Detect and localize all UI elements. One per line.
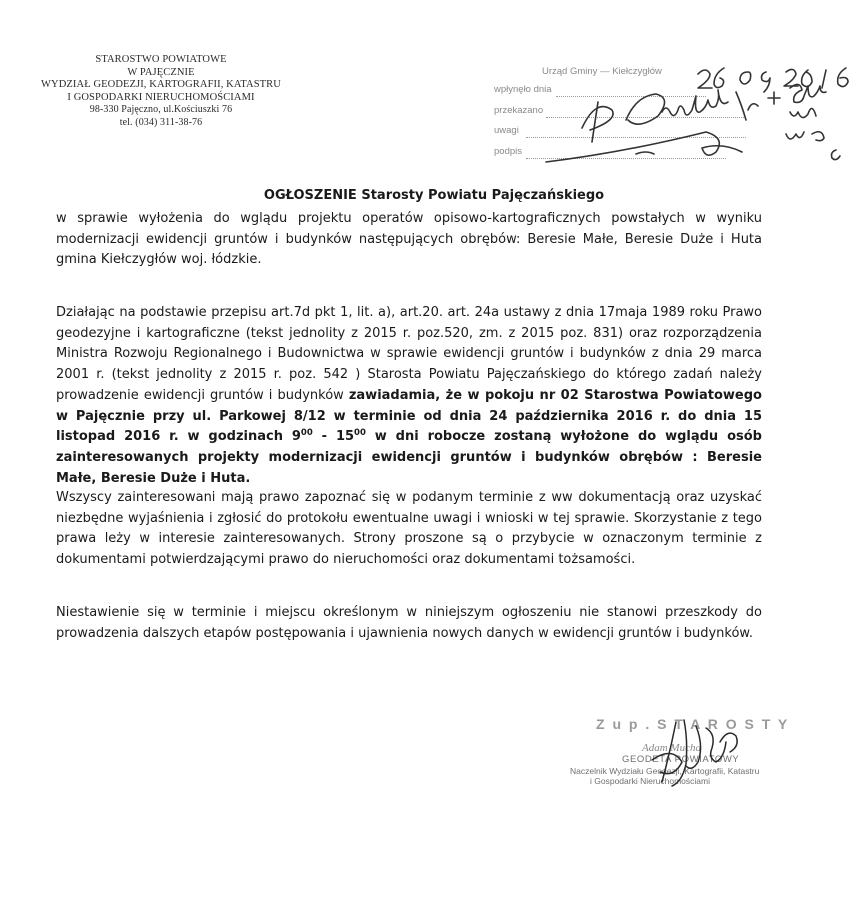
office-stamp-line: STAROSTWO POWIATOWE <box>95 54 227 65</box>
office-stamp-phone: tel. (034) 311-38-76 <box>119 116 203 128</box>
registration-signature-label: podpis <box>494 146 522 157</box>
notice-bold-text: zawiadamia, że w pokoju nr 02 Starostwa Powiatowego w Pajęcznie przy ul. Parkowej 8/12 w terminie od dnia 24 października 2016 r. do dnia 15 listopad 2016 r. w godzinach 9 <box>56 387 762 445</box>
paragraph-rights: Wszyscy zainteresowani mają prawo zapoznać się w podanym terminie z ww dokumentacją oraz uzyskać niezbędne wyjaśnienia i zgłosić do protokołu ewentualne uwagi i wnioski w tej sprawie. Skorzystanie z tego prawa leży w interesie zainteresowanych. Strony proszone są o przybycie w oznaczonym terminie z dokumentami potwierdzającymi prawo do nieruchomości oraz dokumentami tożsamości. <box>56 490 762 568</box>
paragraph-absence: Niestawienie się w terminie i miejscu określonym w niniejszym ogłoszeniu nie stanowi przeszkody do prowadzenia dalszych etapów postępowania i ujawnienia nowych danych w ewidencji gruntów i budynków. <box>56 605 762 641</box>
signature-stamp-name: Adam Mucha <box>642 742 701 754</box>
registration-forwarded-label: przekazano <box>494 105 544 116</box>
signature-stamp-unit-line-2: i Gospodarki Nieruchomościami <box>590 776 710 786</box>
paragraph-legal-basis <box>56 303 762 489</box>
office-stamp-address: 98-330 Pajęczno, ul.Kościuszki 76 <box>89 104 233 115</box>
subject-line-3: gmina Kiełczygłów woj. łódzkie. <box>56 252 262 268</box>
hour-start-superscript: 00 <box>300 428 313 439</box>
notice-bold-continuation: w dni robocze zostaną wyłożone do wglądu osób zainteresowanych projekty modernizacji ewidencji gruntów i budynków obrębów : Beresie Małe, Beresie Duże i Huta. <box>56 429 762 486</box>
signature-stamp-unit-line-1: Naczelnik Wydziału Geodezji, Kartografii, Katastru <box>570 766 760 776</box>
signature-stamp <box>556 716 796 796</box>
notice-bold-dash: - 15 <box>312 429 355 445</box>
hour-end-superscript: 00 <box>354 428 366 439</box>
page-title: OGŁOSZENIE Starosty Powiatu Pajęczańskiego <box>263 188 605 203</box>
office-stamp <box>30 54 292 129</box>
signature-stamp-header: Z u p . S T A R O S T Y <box>596 716 790 732</box>
office-stamp-line: W PAJĘCZNIE <box>127 66 195 78</box>
registration-stamp <box>486 62 868 172</box>
subject-line-1: w sprawie wyłożenia do wglądu projektu operatów opisowo-kartograficznych powstałych w wyniku <box>56 211 762 226</box>
office-stamp-line: WYDZIAŁ GEODEZJI, KARTOGRAFII, KATASTRU <box>41 79 281 90</box>
subject-line-2: modernizacji ewidencji gruntów i budynków następujących obrębów: Beresie Małe, Beresie Duże i Huta <box>56 231 762 247</box>
registration-office-label: Urząd Gminy — Kiełczygłów <box>542 66 662 77</box>
signature-stamp-role: GEODETA POWIATOWY <box>622 754 740 765</box>
legal-basis-text: Działając na podstawie przepisu art.7d pkt 1, lit. a), art.20. art. 24a ustawy z dnia 17maja 1989 roku Prawo geodezyjne i kartograficzne (tekst jednolity z 2015 r. poz.520, zm. z 2015 poz. 831) oraz rozporządzenia Ministra Rozwoju Regionalnego i Budownictwa w sprawie ewidencji gruntów i budynków z dnia 29 marca 2001 r. (tekst jednolity z 2015 r. poz. 542 ) Starosta Powiatu Pajęczańskiego do którego zadań należy prowadzenie ewidencji gruntów i budynków <box>56 305 762 403</box>
office-stamp-line: I GOSPODARKI NIERUCHOMOŚCIAMI <box>67 91 255 103</box>
registration-notes-label: uwagi <box>494 125 519 136</box>
paragraph-subject <box>56 209 762 271</box>
registration-received-label: wpłynęło dnia <box>494 84 552 95</box>
handwriting-scribble <box>486 62 868 172</box>
handwritten-signature <box>556 716 796 796</box>
